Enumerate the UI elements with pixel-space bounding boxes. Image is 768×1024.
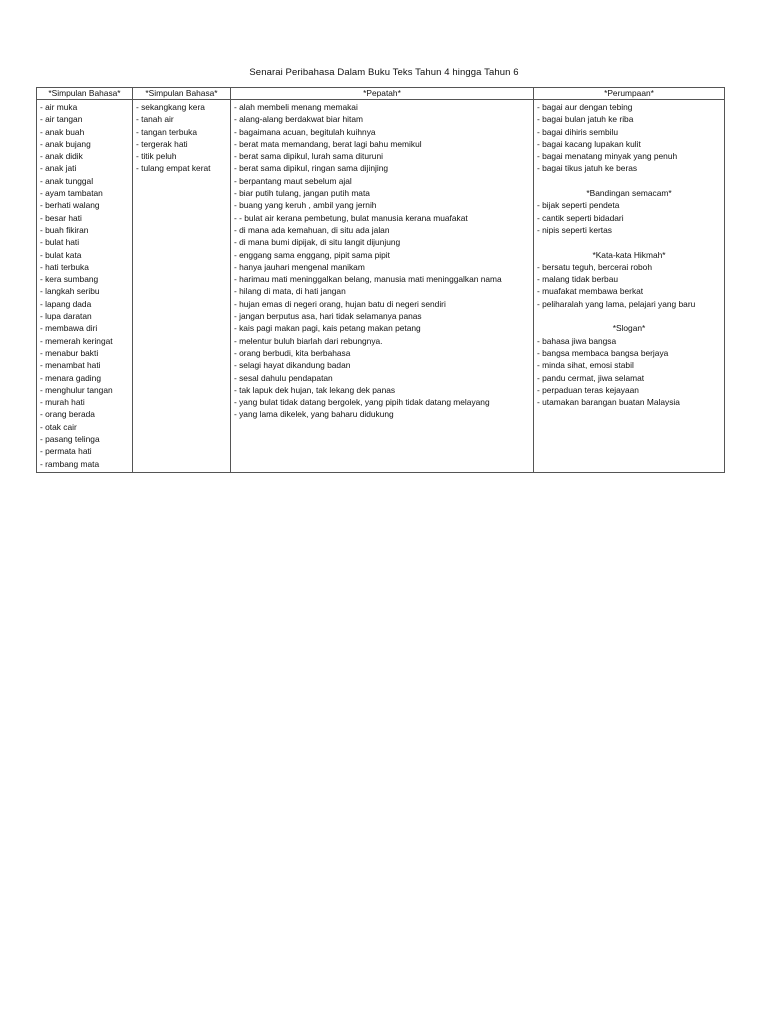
list-item: - anak bujang bbox=[40, 138, 91, 149]
list-item: - bulat kata bbox=[40, 249, 82, 260]
list-item: - ayam tambatan bbox=[40, 188, 103, 199]
column-simpulan-bahasa-1 bbox=[37, 100, 133, 473]
list-item: - anak tunggal bbox=[40, 175, 94, 186]
section-heading: *Bandingan semacam* bbox=[586, 188, 672, 199]
list-item: - - bulat air kerana pembetung, bulat manusia kerana muafakat bbox=[234, 212, 468, 223]
list-item: - sekangkang kera bbox=[136, 102, 205, 112]
header-simpulan-bahasa-1: *Simpulan Bahasa* bbox=[37, 88, 133, 100]
content-row bbox=[37, 100, 725, 473]
list-item: - melentur buluh biarlah dari rebungnya. bbox=[234, 335, 383, 346]
list-item: - berat sama dipikul, ringan sama dijinjing bbox=[234, 163, 389, 174]
list-item: - anak jati bbox=[40, 163, 77, 174]
list-item: - bulat hati bbox=[40, 237, 80, 248]
list-item: - murah hati bbox=[40, 397, 85, 408]
list-item: - pandu cermat, jiwa selamat bbox=[537, 372, 645, 383]
list-item: - anak didik bbox=[40, 151, 83, 162]
list-item: - jangan berputus asa, hari tidak selamanya panas bbox=[234, 311, 422, 322]
list-item: - memerah keringat bbox=[40, 335, 113, 346]
list-item: - bangsa membaca bangsa berjaya bbox=[537, 347, 669, 358]
list-item: - tanah air bbox=[136, 114, 174, 125]
section-heading: *Slogan* bbox=[612, 323, 646, 334]
list-item: - sesal dahulu pendapatan bbox=[234, 372, 333, 383]
list-item: - perpaduan teras kejayaan bbox=[537, 384, 639, 395]
list-item: - tergerak hati bbox=[136, 138, 188, 149]
list-item: - menara gading bbox=[40, 372, 101, 383]
list-item: - bagai bulan jatuh ke riba bbox=[537, 114, 634, 125]
list-item: - berat sama dipikul, lurah sama dituruni bbox=[234, 151, 383, 162]
document-title: Senarai Peribahasa Dalam Buku Teks Tahun 4 hingga Tahun 6 bbox=[249, 67, 519, 78]
list-item: - nipis seperti kertas bbox=[537, 224, 612, 235]
peribahasa-table bbox=[36, 87, 725, 473]
list-item: - utamakan barangan buatan Malaysia bbox=[537, 397, 680, 408]
list-item: - air muka bbox=[40, 102, 78, 112]
list-item: - selagi hayat dikandung badan bbox=[234, 360, 351, 371]
list-item: - alah membeli menang memakai bbox=[234, 102, 358, 112]
list-item: - tangan terbuka bbox=[136, 126, 197, 137]
list-item: - peliharalah yang lama, pelajari yang baru bbox=[537, 298, 696, 309]
list-item: - orang berbudi, kita berbahasa bbox=[234, 347, 351, 358]
list-item: - pasang telinga bbox=[40, 434, 100, 445]
list-item: - di mana ada kemahuan, di situ ada jalan bbox=[234, 224, 390, 235]
list-item: - bagai dihiris sembilu bbox=[537, 126, 618, 137]
header-simpulan-bahasa-2: *Simpulan Bahasa* bbox=[133, 88, 231, 100]
header-perumpaan: *Perumpaan* bbox=[534, 88, 725, 100]
list-item: - tak lapuk dek hujan, tak lekang dek panas bbox=[234, 384, 396, 395]
list-item: - bersatu teguh, bercerai roboh bbox=[537, 261, 652, 272]
column-pepatah bbox=[231, 100, 534, 473]
list-item: - langkah seribu bbox=[40, 286, 100, 297]
list-item: - berhati walang bbox=[40, 200, 100, 211]
list-item: - enggang sama enggang, pipit sama pipit bbox=[234, 249, 390, 260]
list-item: - menghulur tangan bbox=[40, 384, 113, 395]
list-item: - titik peluh bbox=[136, 151, 177, 162]
list-item: - otak cair bbox=[40, 421, 77, 432]
column-simpulan-bahasa-2 bbox=[133, 100, 231, 473]
list-item: - hati terbuka bbox=[40, 261, 89, 272]
section-spacer bbox=[537, 175, 721, 187]
list-item: - malang tidak berbau bbox=[537, 274, 619, 285]
list-item: - lupa daratan bbox=[40, 311, 92, 322]
list-item: - air tangan bbox=[40, 114, 83, 125]
list-item: - cantik seperti bidadari bbox=[537, 212, 624, 223]
list-item: - hujan emas di negeri orang, hujan batu di negeri sendiri bbox=[234, 298, 446, 309]
list-item: - besar hati bbox=[40, 212, 82, 223]
list-item: - harimau mati meninggalkan belang, manusia mati meninggalkan nama bbox=[234, 274, 502, 285]
list-item: - alang-alang berdakwat biar hitam bbox=[234, 114, 363, 125]
list-item: - bagai kacang lupakan kulit bbox=[537, 138, 641, 149]
list-item: - rambang mata bbox=[40, 458, 100, 469]
list-item: - di mana bumi dipijak, di situ langit dijunjung bbox=[234, 237, 401, 248]
list-item: - lapang dada bbox=[40, 298, 92, 309]
list-item: - biar putih tulang, jangan putih mata bbox=[234, 188, 370, 199]
section-heading: *Kata-kata Hikmah* bbox=[592, 249, 666, 260]
list-item: - permata hati bbox=[40, 446, 92, 457]
header-pepatah: *Pepatah* bbox=[231, 88, 534, 100]
list-item: - membawa diri bbox=[40, 323, 98, 334]
list-item: - yang lama dikelek, yang baharu didukung bbox=[234, 409, 394, 420]
list-item: - anak buah bbox=[40, 126, 85, 137]
list-item: - bijak seperti pendeta bbox=[537, 200, 620, 211]
section-spacer bbox=[537, 310, 721, 322]
list-item: - menambat hati bbox=[40, 360, 101, 371]
list-item: - minda sihat, emosi stabil bbox=[537, 360, 634, 371]
list-item: - yang bulat tidak datang bergolek, yang pipih tidak datang melayang bbox=[234, 397, 490, 408]
list-item: - bagaimana acuan, begitulah kuihnya bbox=[234, 126, 376, 137]
list-item: - kera sumbang bbox=[40, 274, 99, 285]
list-item: - bagai menatang minyak yang penuh bbox=[537, 151, 678, 162]
list-item: - kais pagi makan pagi, kais petang makan petang bbox=[234, 323, 421, 334]
list-item: - berpantang maut sebelum ajal bbox=[234, 175, 352, 186]
list-item: - hanya jauhari mengenal manikam bbox=[234, 261, 365, 272]
list-item: - menabur bakti bbox=[40, 347, 99, 358]
list-item: - hilang di mata, di hati jangan bbox=[234, 286, 346, 297]
section-spacer bbox=[537, 236, 721, 248]
list-item: - orang berada bbox=[40, 409, 95, 420]
list-item: - bagai tikus jatuh ke beras bbox=[537, 163, 638, 174]
header-row bbox=[37, 88, 725, 100]
list-item: - buang yang keruh , ambil yang jernih bbox=[234, 200, 377, 211]
list-item: - berat mata memandang, berat lagi bahu memikul bbox=[234, 138, 422, 149]
list-item: - bahasa jiwa bangsa bbox=[537, 335, 617, 346]
list-item: - tulang empat kerat bbox=[136, 163, 211, 174]
list-item: - bagai aur dengan tebing bbox=[537, 102, 633, 112]
list-item: - buah fikiran bbox=[40, 224, 89, 235]
list-item: - muafakat membawa berkat bbox=[537, 286, 644, 297]
column-perumpaan bbox=[534, 100, 725, 473]
